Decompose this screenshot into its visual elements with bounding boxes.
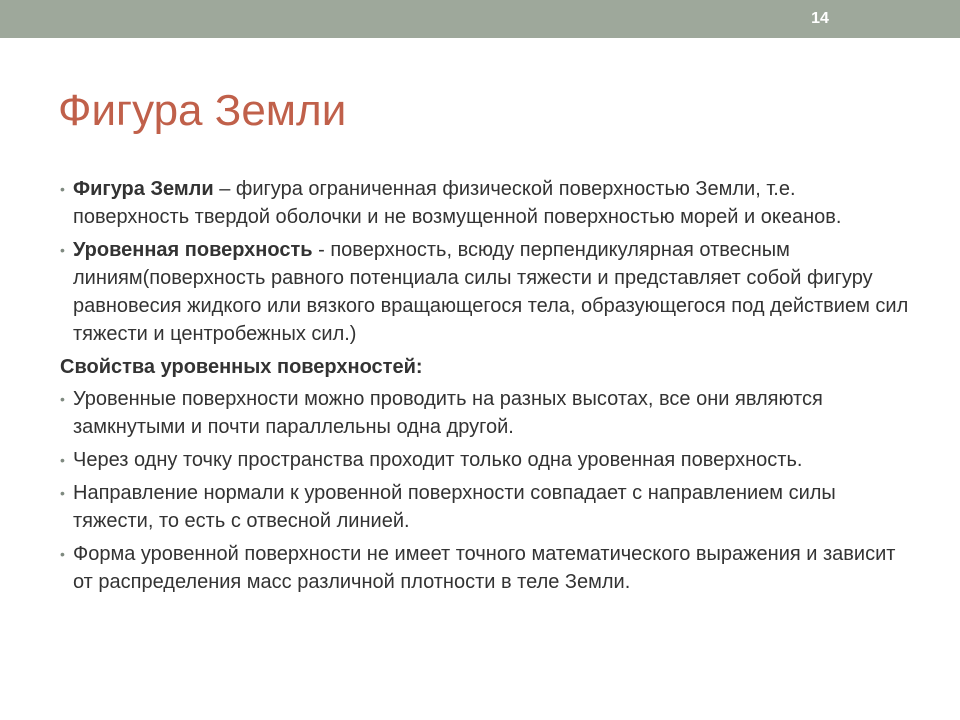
bullet-icon: • xyxy=(60,546,65,562)
definition-figure-of-earth: – фигура ограниченная физической поверхностью Земли, т.е. поверхность твердой оболочки и не возмущенной поверхностью морей и океанов. xyxy=(73,178,842,228)
property-text: Форма уровенной поверхности не имеет точного математического выражения и зависит от распределения масс различной плотности в теле Земли. xyxy=(73,543,896,593)
bullet-icon: • xyxy=(60,485,65,501)
definition-level-surface: - поверхность, всюду перпендикулярная отвесным линиям(поверхность равного потенциала силы тяжести и представляет собой фигуру равновесия жидкого или вязкого вращающегося тела, образующегося под действием сил тяжести и центробежных сил.) xyxy=(73,239,909,345)
bullet-icon: • xyxy=(60,242,65,258)
bullet-icon: • xyxy=(60,181,65,197)
page-number: 14 xyxy=(811,10,829,27)
property-item xyxy=(60,446,910,474)
slide-content xyxy=(60,175,910,601)
slide-title: Фигура Земли xyxy=(58,86,347,135)
property-item xyxy=(60,540,910,596)
bullet-level-surface xyxy=(60,236,910,348)
properties-heading: Свойства уровенных поверхностей: xyxy=(60,356,423,378)
property-text: Уровенные поверхности можно проводить на разных высотах, все они являются замкнутыми и почти параллельны одна другой. xyxy=(73,388,823,438)
bullet-icon: • xyxy=(60,452,65,468)
bullet-icon: • xyxy=(60,391,65,407)
property-item xyxy=(60,479,910,535)
property-item xyxy=(60,385,910,441)
term-figure-of-earth: Фигура Земли xyxy=(73,178,214,200)
bullet-figure-of-earth xyxy=(60,175,910,231)
property-text: Через одну точку пространства проходит только одна уровенная поверхность. xyxy=(73,449,803,471)
term-level-surface: Уровенная поверхность xyxy=(73,239,313,261)
top-bar xyxy=(0,0,960,38)
property-text: Направление нормали к уровенной поверхности совпадает с направлением силы тяжести, то есть с отвесной линией. xyxy=(73,482,836,532)
